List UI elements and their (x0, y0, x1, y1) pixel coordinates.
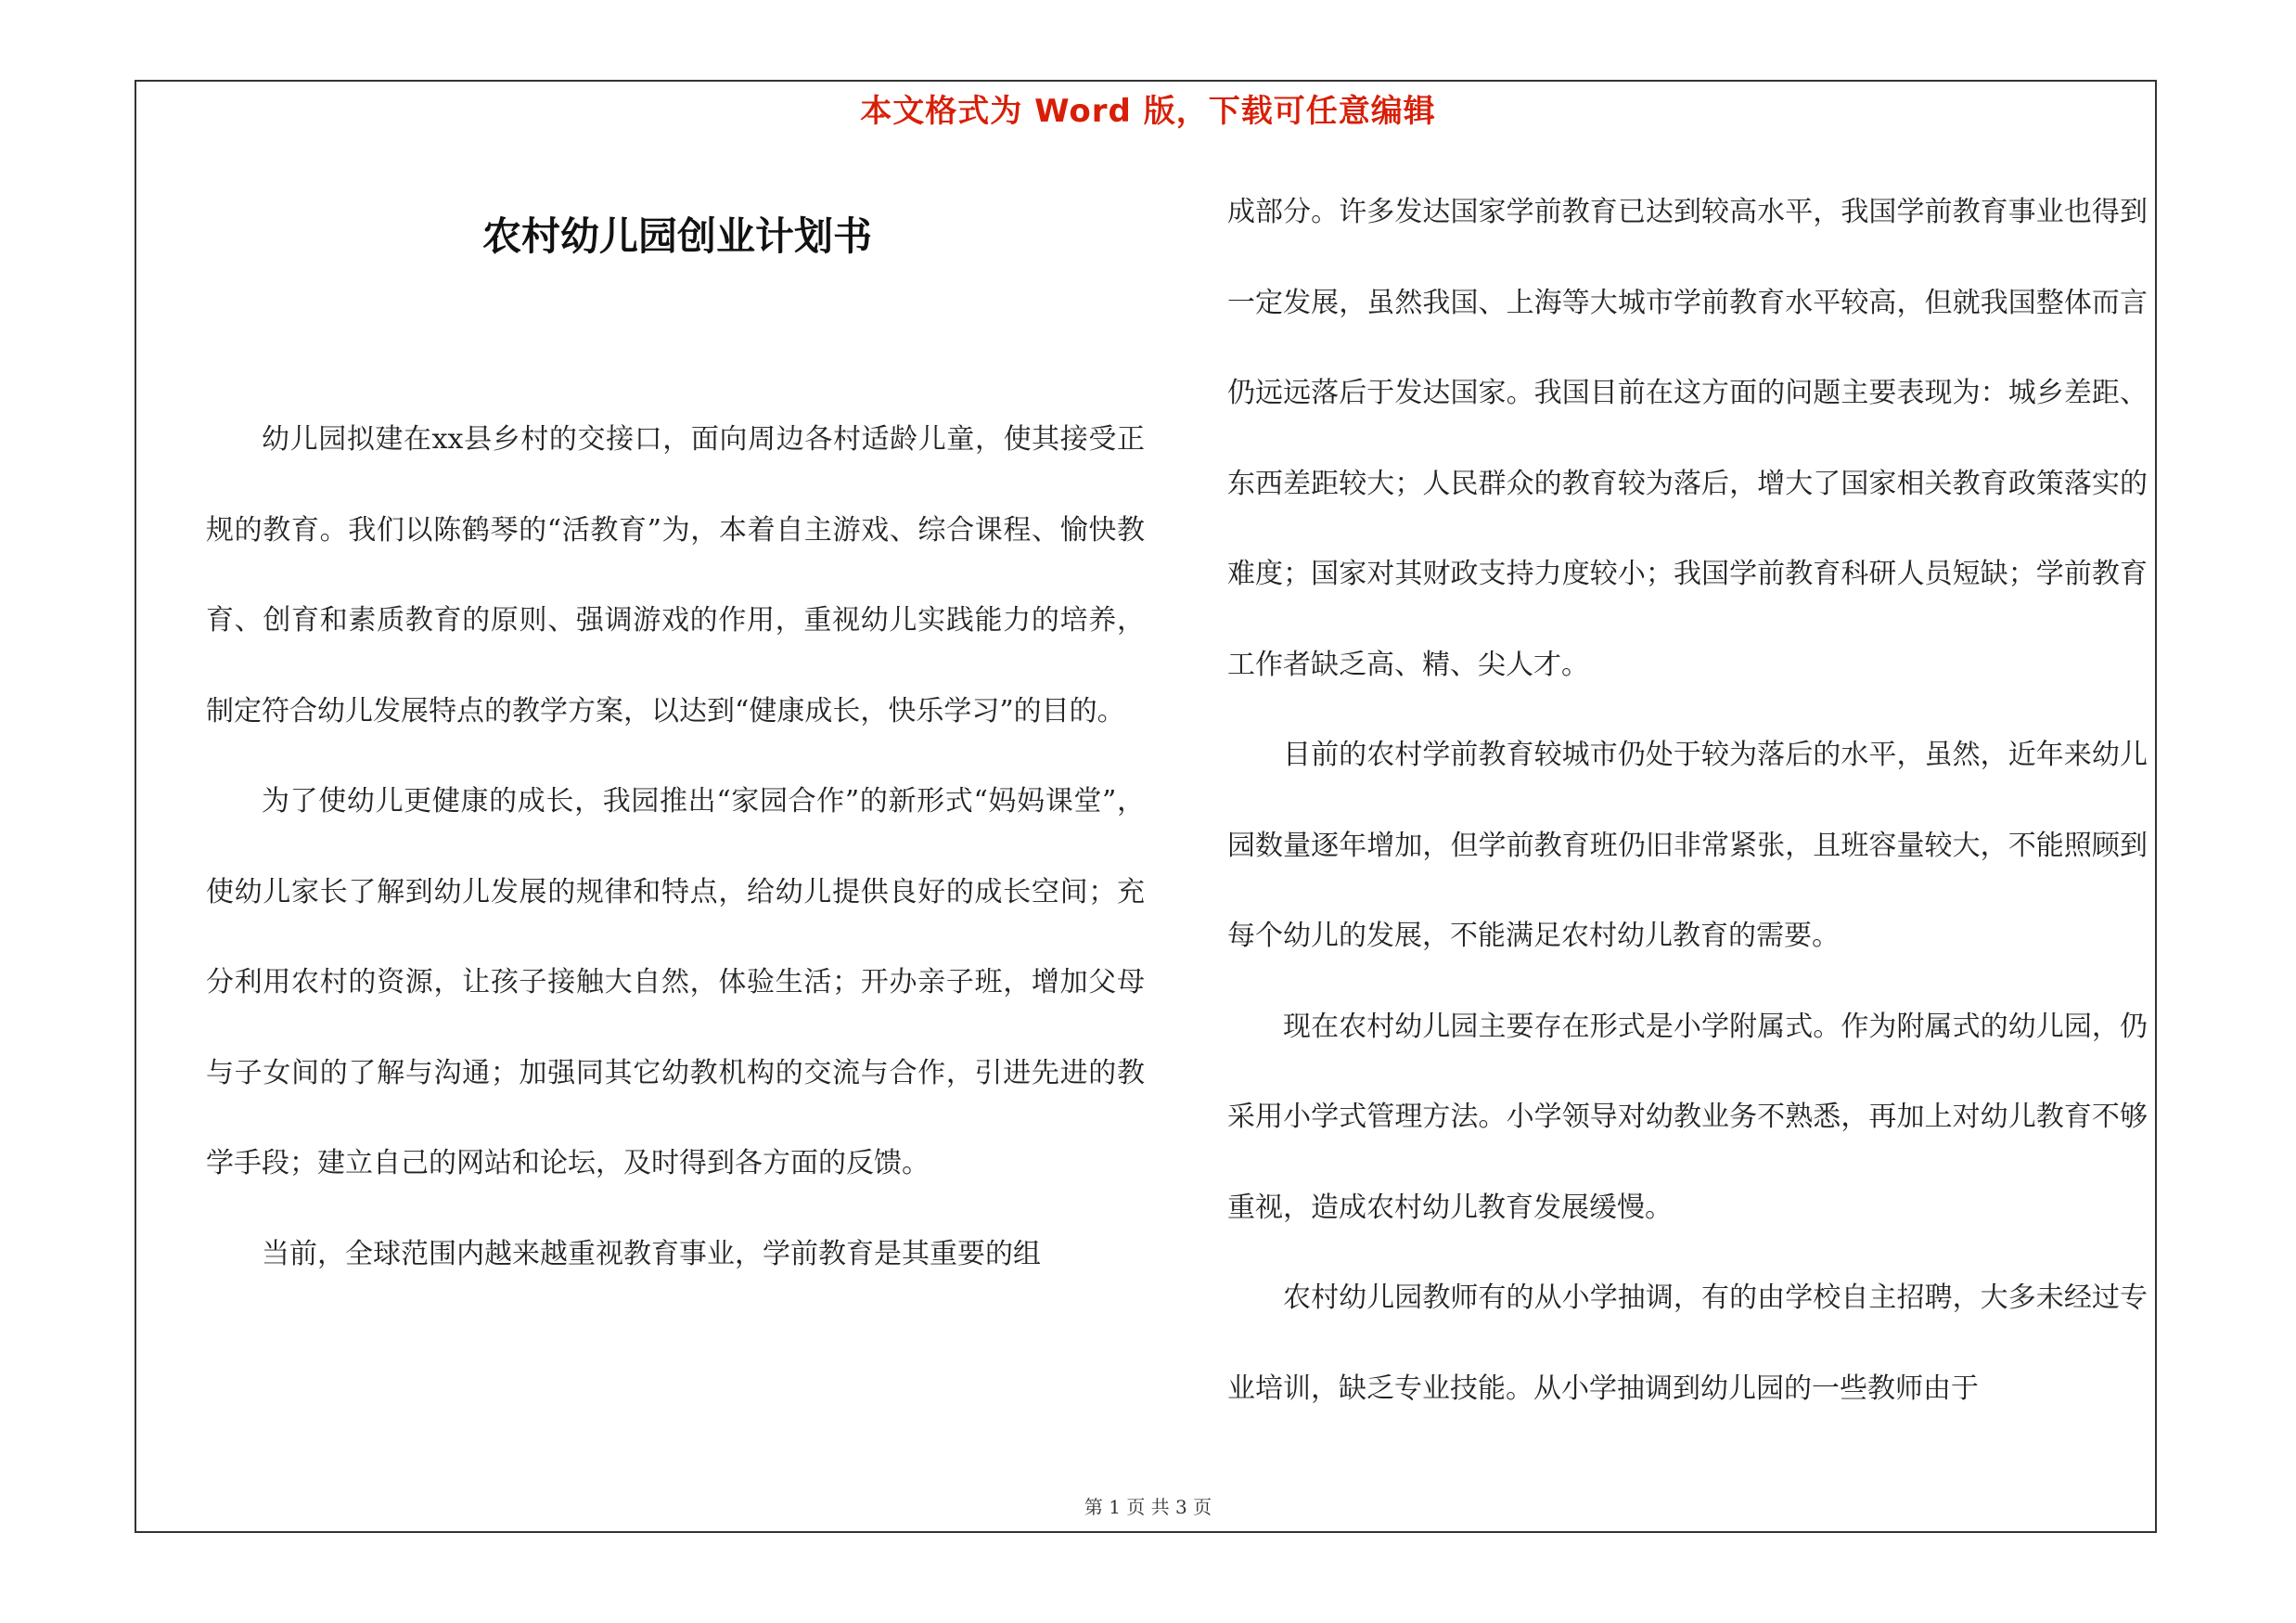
paragraph-continued: 成部分。许多发达国家学前教育已达到较高水平，我国学前教育事业也得到一定发展，虽然我国、上海等大城市学前教育水平较高，但就我国整体而言仍远远落后于发达国家。我国目前在这方面的问题主要表现为：城乡差距、东西差距较大；人民群众的教育较为落后，增大了国家相关教育政策落实的难度；国家对其财政支持力度较小；我国学前教育科研人员短缺；学前教育工作者缺乏高、精、尖人才。 (1227, 196, 2148, 681)
document-title: 农村幼儿园创业计划书 (481, 213, 872, 259)
paragraph: 当前，全球范围内越来越重视教育事业，学前教育是其重要的组 (262, 1237, 1041, 1270)
left-column (206, 394, 1145, 1299)
page-number: 第 1 页 共 3 页 (1084, 1496, 1212, 1518)
right-column (1227, 167, 2148, 1434)
paragraph: 幼儿园拟建在xx县乡村的交接口，面向周边各村适龄儿童，使其接受正规的教育。我们以陈鹤琴的“活教育”为，本着自主游戏、综合课程、愉快教育、创育和素质教育的原则、强调游戏的作用，重视幼儿实践能力的培养，制定符合幼儿发展特点的教学方案，以达到“健康成长，快乐学习”的目的。 (206, 423, 1145, 728)
format-banner: 本文格式为 Word 版，下载可任意编辑 (860, 93, 1436, 130)
paragraph: 目前的农村学前教育较城市仍处于较为落后的水平，虽然，近年来幼儿园数量逐年增加，但学前教育班仍旧非常紧张，且班容量较大，不能照顾到每个幼儿的发展，不能满足农村幼儿教育的需要。 (1227, 739, 2148, 952)
paragraph: 农村幼儿园教师有的从小学抽调，有的由学校自主招聘，大多未经过专业培训，缺乏专业技能。从小学抽调到幼儿园的一些教师由于 (1227, 1282, 2148, 1405)
paragraph: 为了使幼儿更健康的成长，我园推出“家园合作”的新形式“妈妈课堂”，使幼儿家长了解到幼儿发展的规律和特点，给幼儿提供良好的成长空间；充分利用农村的资源，让孩子接触大自然，体验生活；开办亲子班，增加父母与子女间的了解与沟通；加强同其它幼教机构的交流与合作，引进先进的教学手段；建立自己的网站和论坛，及时得到各方面的反馈。 (206, 785, 1145, 1179)
paragraph: 现在农村幼儿园主要存在形式是小学附属式。作为附属式的幼儿园，仍采用小学式管理方法。小学领导对幼教业务不熟悉，再加上对幼儿教育不够重视，造成农村幼儿教育发展缓慢。 (1227, 1010, 2148, 1224)
